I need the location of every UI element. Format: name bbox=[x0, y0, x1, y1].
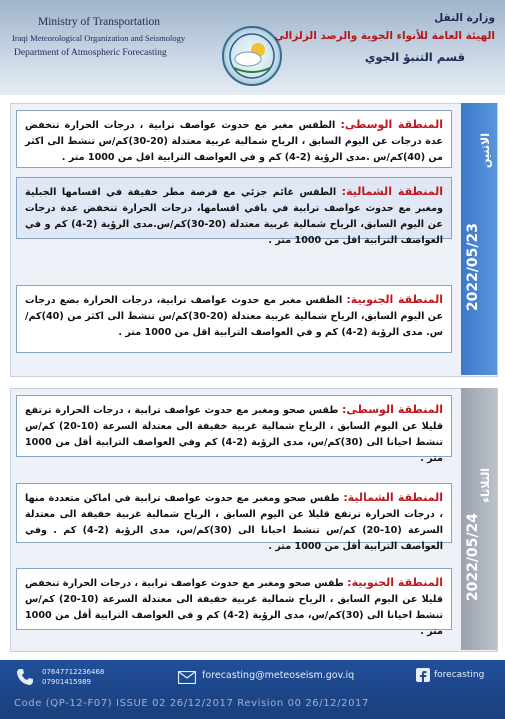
region-card-south-2 bbox=[16, 568, 452, 637]
region-card-central-1 bbox=[16, 110, 452, 168]
region-card-north-1 bbox=[16, 177, 452, 246]
ministry-ar: وزارة النقل bbox=[434, 12, 495, 24]
day-tab-2 bbox=[461, 388, 497, 650]
day-name-2: الثلاثاء bbox=[479, 468, 492, 503]
region-card-south-1 bbox=[16, 285, 452, 353]
email-link[interactable]: forecasting@meteoseism.gov.iq bbox=[202, 670, 355, 681]
region-title: المنطقة الجنوبية: bbox=[346, 293, 444, 306]
ministry-en: Ministry of Transportation bbox=[38, 16, 161, 28]
phone-2[interactable]: 07901415989 bbox=[42, 678, 91, 686]
dept-en: Department of Atmospheric Forecasting bbox=[14, 48, 167, 58]
phone-1[interactable]: 07647712236468 bbox=[42, 668, 105, 676]
day-date-2: 2022/05/24 bbox=[465, 513, 481, 602]
region-card-central-2 bbox=[16, 395, 452, 464]
facebook-icon bbox=[416, 668, 430, 682]
region-text: الطقس مغبر مع حدوث عواصف ترابية، درجات الحرارة بضع درجات عن اليوم السابق، الرياح شمالية غربية معتدلة (20-30)كم/س تنشط الى اكثر من (40)كم/س. مدى الرؤية (2-4) كم و في العواصف الترابية اقل من 1000 متر . bbox=[25, 295, 443, 338]
region-title: المنطقة الشمالية: bbox=[341, 185, 443, 198]
region-text: طقس صحو ومغبر مع حدوث عواصف ترابية ، درجات الحرارة ترتفع قليلا عن اليوم السابق ، الرياح شمالية غربية خفيفة الى معتدلة السرعة (10-20) كم/س تنشط احيانا الى (30)كم/س، مدى الرؤية (2-4) كم وفي العواصف الترابية أقل من 1000 متر . bbox=[25, 405, 444, 464]
region-text: طقس صحو ومغبر مع حدوث عواصف ترابية ، درجات الحرارة تنخفض قليلا عن اليوم السابق ، الرياح شمالية غربية خفيفة الى معتدلة السرعة (10-20) كم/س تنشط احيانا الى (30)كم/س، مدى الرؤية (2-4) كم و في العواصف الترابية أقل من 1000 متر . bbox=[25, 578, 444, 637]
region-card-north-2 bbox=[16, 483, 452, 552]
mail-icon bbox=[178, 669, 196, 682]
region-title: المنطقة الوسطى: bbox=[340, 118, 443, 131]
region-text: الطقس غائم جزئي مع فرصة مطر خفيفة في اقسامها الجبلية ومغبر مع حدوث عواصف ترابية في باقي اقسامها، درجات الحرارة تنخفض عدة درجات عن اليوم السابق، الرياح شمالية غربية معتدلة (20-30)كم/س.مدى الرؤية (2-4) كم و في العواصف الترابية اقل من 1000 متر . bbox=[25, 187, 443, 246]
region-title: المنطقة الشمالية: bbox=[343, 491, 443, 504]
org-ar: الهيئة العامة للأنواء الجوية والرصد الزلزالي bbox=[274, 30, 495, 42]
org-en: Iraqi Meteorological Organization and Seismology bbox=[12, 33, 186, 43]
day-date-1: 2022/05/23 bbox=[465, 223, 481, 312]
region-title: المنطقة الوسطى: bbox=[341, 403, 444, 416]
social-link[interactable]: forecasting bbox=[434, 670, 485, 680]
region-text: الطقس مغبر مع حدوث عواصف ترابية ، درجات الحرارة تنخفض عدة درجات عن اليوم السابق ، الرياح شمالية غربية معتدلة (20-30)كم/س تنشط الى اكثر من (40)كم/س .مدى الرؤية (2-4) كم و في العواصف الترابية اقل من 1000 متر . bbox=[25, 120, 443, 163]
phone-icon bbox=[14, 666, 36, 688]
header-banner bbox=[0, 0, 505, 95]
dept-ar: قسم التنبؤ الجوي bbox=[364, 50, 465, 64]
day-name-1: الاثنين bbox=[479, 133, 492, 168]
region-text: طقس صحو ومغبر مع حدوث عواصف ترابية في اماكن متعددة منها ، درجات الحرارة ترتفع قليلا عن اليوم السابق ، الرياح شمالية غربية خفيفة الى معتدلة السرعة (10-20) كم/س تنشط احيانا الى (30)كم/س، مدى الرؤية (2-4) كم . وفي العواصف الترابية أقل من 1000 متر . bbox=[25, 493, 443, 552]
logo-emblem bbox=[222, 26, 282, 86]
day-tab-1 bbox=[461, 103, 497, 375]
region-title: المنطقة الجنوبية: bbox=[347, 576, 444, 589]
document-code: Code (QP-12-F07) ISSUE 02 26/12/2017 Revision 00 26/12/2017 bbox=[14, 698, 369, 709]
footer-bar bbox=[0, 660, 505, 719]
